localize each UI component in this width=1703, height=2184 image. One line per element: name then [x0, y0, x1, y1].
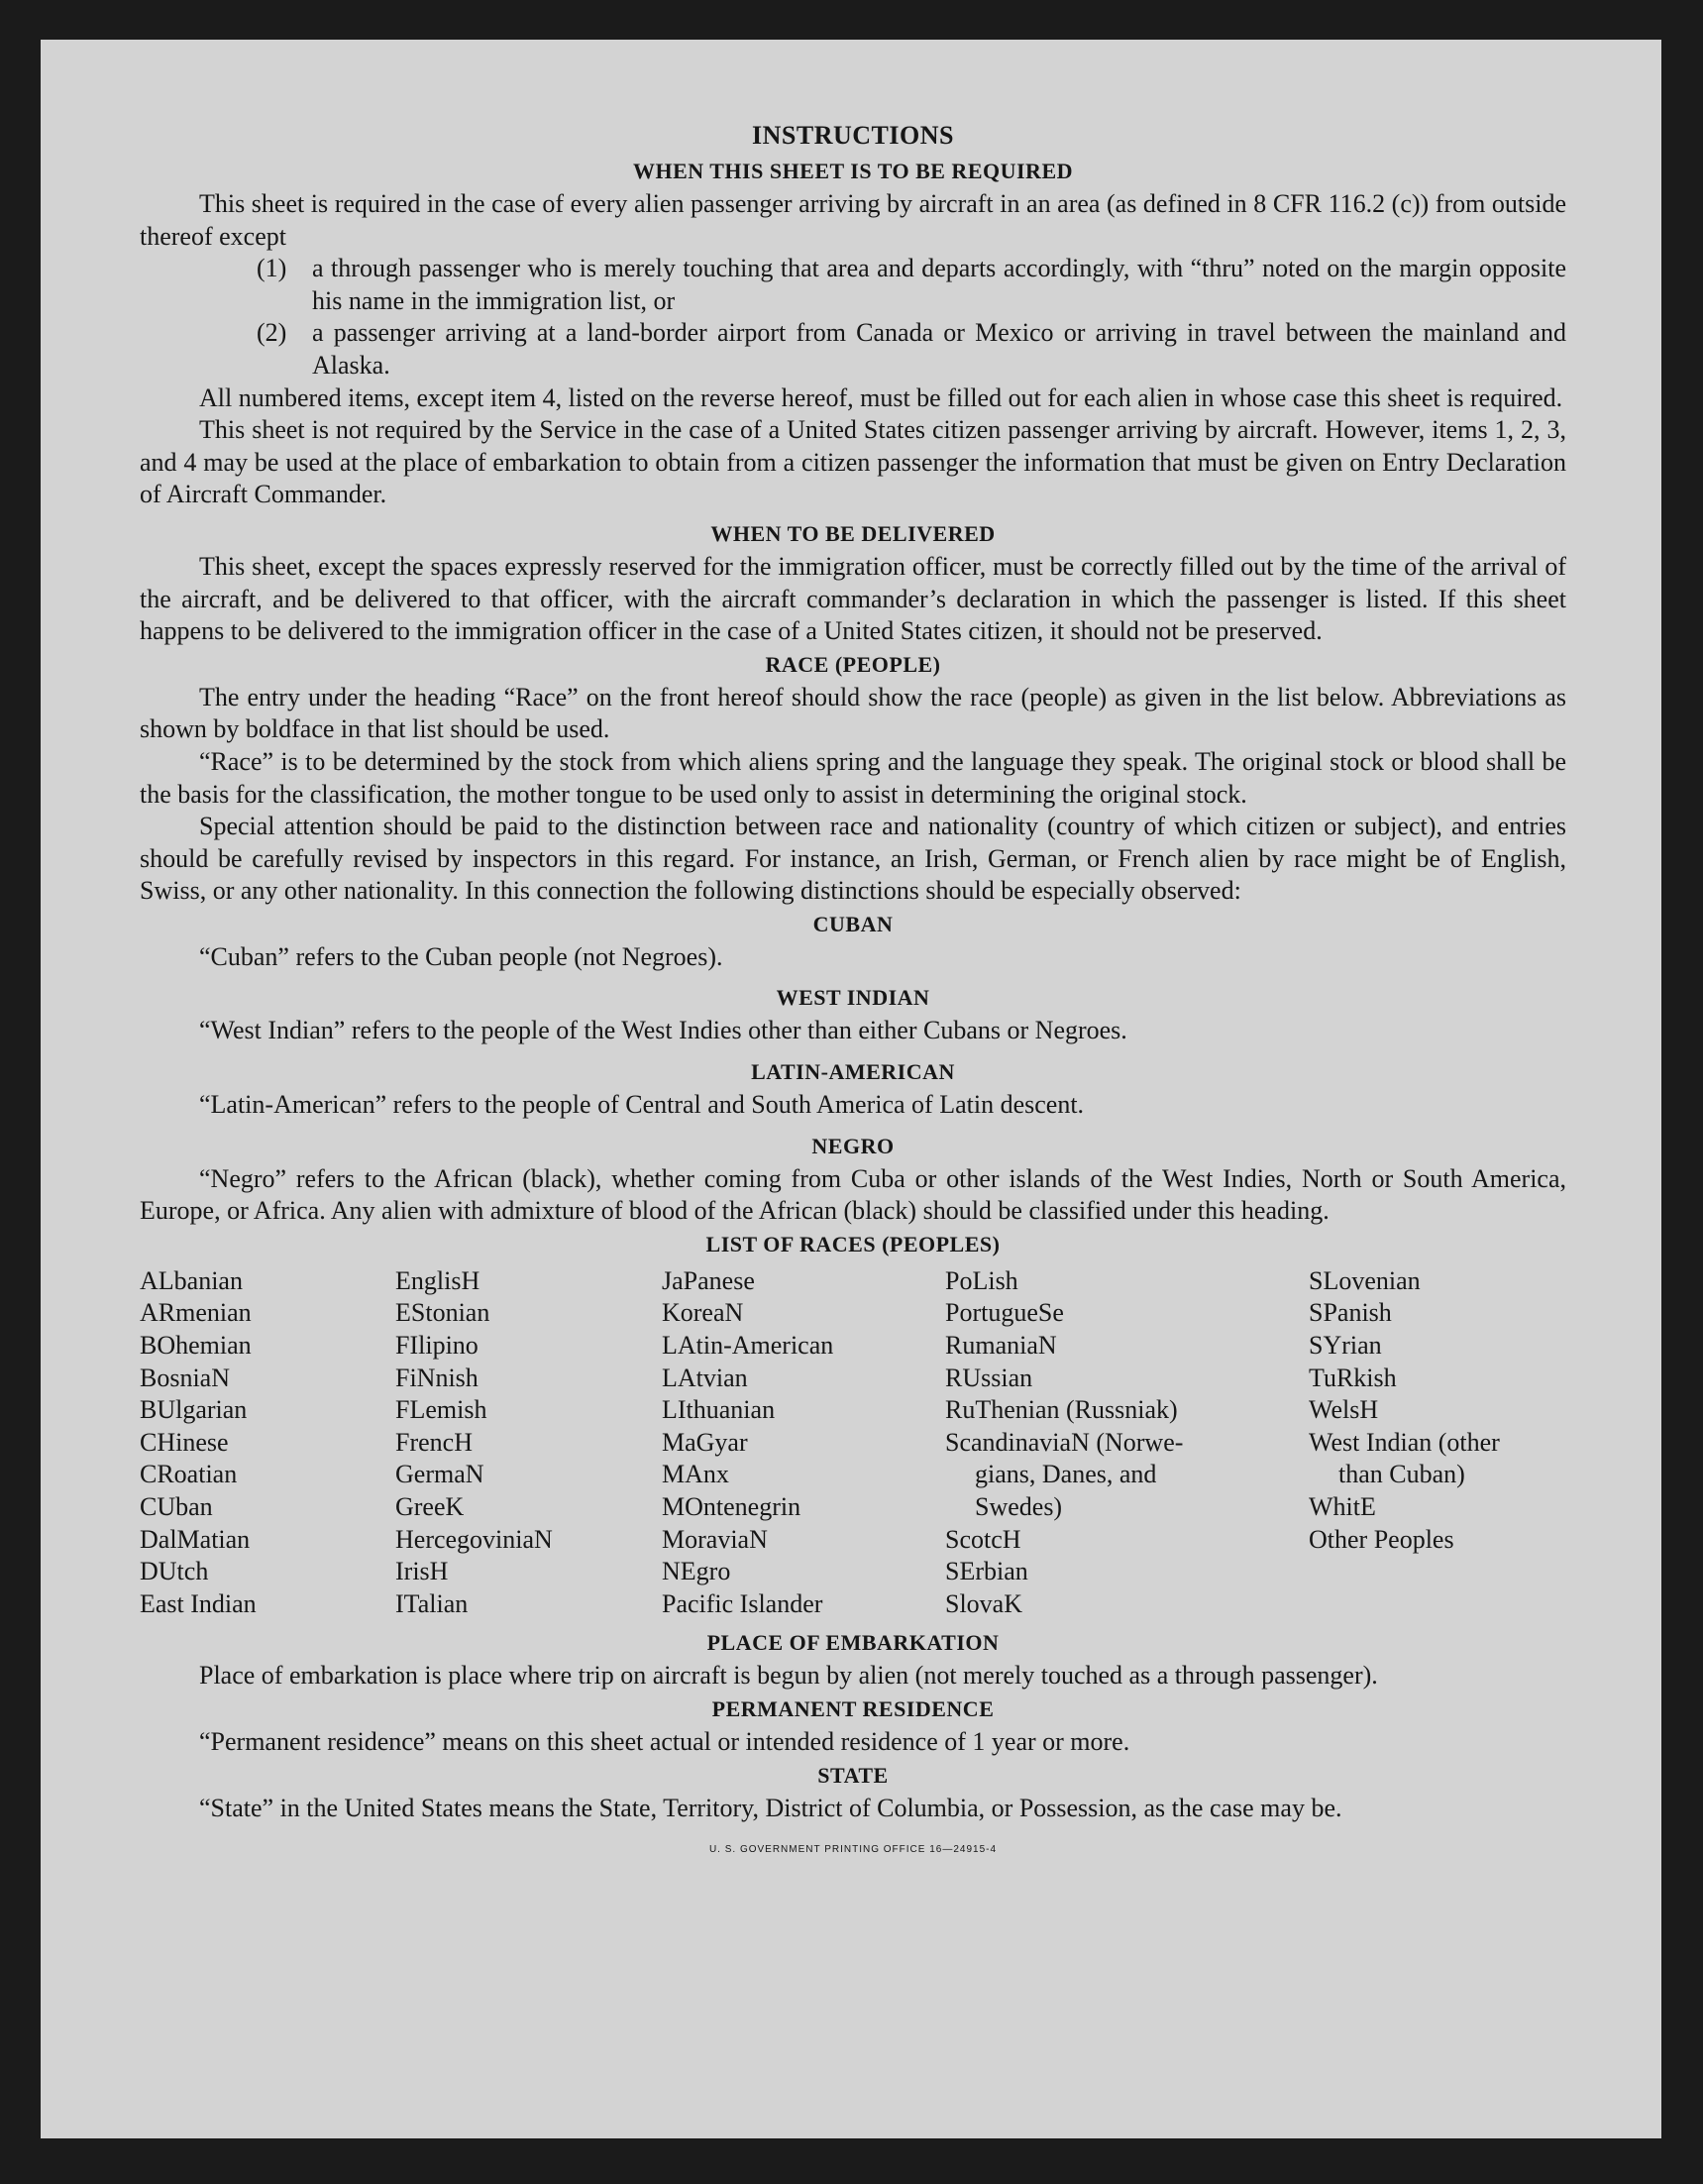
heading-list-of-races: LIST OF RACES (PEOPLES): [705, 1231, 1001, 1256]
race-entry: than Cuban): [1338, 1460, 1465, 1489]
exception-item-number: (1): [257, 254, 287, 283]
race-entry: LIthuanian: [662, 1395, 776, 1425]
race-entry: RuThenian (Russniak): [945, 1395, 1178, 1425]
race-entry: SLovenian: [1309, 1265, 1421, 1295]
heading-when-delivered: WHEN TO BE DELIVERED: [710, 520, 996, 546]
race-entry: KoreaN: [662, 1298, 744, 1328]
exception-item-text: a passenger arriving at a land-border airport from Canada or Mexico or arriving in travel between the mainland and Alaska.: [312, 318, 1566, 380]
race-entry: ALbanian: [140, 1265, 243, 1295]
race-entry: EStonian: [395, 1298, 490, 1328]
race-entry: MaGyar: [662, 1427, 748, 1457]
race-entry: RUssian: [945, 1363, 1033, 1392]
heading-latin-american: LATIN-AMERICAN: [751, 1059, 955, 1085]
numbered-items-paragraph: All numbered items, except item 4, listed on the reverse hereof, must be filled out for each alien in whose case this sheet is required.: [199, 382, 1563, 412]
when-required-intro: This sheet is required in the case of every alien passenger arriving by aircraft in an area (as defined in 8 CFR 116.2 (c)) from outside thereof except: [140, 189, 1566, 251]
race-entry: FLemish: [395, 1395, 487, 1425]
race-entry: PortugueSe: [945, 1298, 1064, 1328]
races-column-3: [662, 1265, 945, 1621]
race-entry: BosniaN: [140, 1363, 230, 1392]
race-entry: Pacific Islander: [662, 1588, 823, 1618]
race-entry: FrencH: [395, 1427, 473, 1457]
race-paragraph-3: Special attention should be paid to the distinction between race and nationality (country of which citizen or subject), and entries should be carefully revised by inspectors in this regard. For instance, an Irish, German, or French alien by race might be of English, Swiss, or any other nationality. In this connection the following distinctions should be especially observed:: [140, 812, 1566, 906]
race-entry: HercegoviniaN: [395, 1524, 553, 1554]
latin-american-text: “Latin-American” refers to the people of Central and South America of Latin descent.: [199, 1090, 1085, 1120]
race-entry: LAtvian: [662, 1363, 748, 1392]
race-entry: LAtin-American: [662, 1331, 834, 1361]
printer-imprint: U. S. GOVERNMENT PRINTING OFFICE 16—24915-4: [708, 1844, 998, 1856]
race-entry: FIlipino: [395, 1331, 479, 1361]
state-text: “State” in the United States means the State, Territory, District of Columbia, or Possession, as the case may be.: [199, 1793, 1342, 1822]
race-entry: MOntenegrin: [662, 1492, 801, 1521]
races-column-2: [395, 1265, 662, 1621]
races-column-4: [945, 1265, 1309, 1621]
race-entry: JaPanese: [662, 1265, 755, 1295]
race-entry: gians, Danes, and: [975, 1460, 1157, 1489]
when-delivered-text: This sheet, except the spaces expressly reserved for the immigration officer, must be correctly filled out by the time of the arrival of the aircraft, and be delivered to that officer, with the aircraft commander’s declaration in which the passenger is listed. If this sheet happens to be delivered to the immigration officer in the case of a United States citizen, it should not be preserved.: [140, 551, 1566, 646]
race-entry: GreeK: [395, 1492, 465, 1521]
instructions-content: [140, 117, 1566, 1867]
race-entry: ARmenian: [140, 1298, 252, 1328]
document-sheet: [41, 40, 1661, 2138]
heading-place-of-embarkation: PLACE OF EMBARKATION: [706, 1630, 1000, 1656]
race-entry: GermaN: [395, 1460, 484, 1489]
west-indian-text: “West Indian” refers to the people of the West Indies other than either Cubans or Negroes.: [199, 1016, 1127, 1045]
race-entry: BUlgarian: [140, 1395, 248, 1425]
race-entry: SPanish: [1309, 1298, 1392, 1328]
race-entry: RumaniaN: [945, 1331, 1057, 1361]
race-paragraph-2: “Race” is to be determined by the stock from which aliens spring and the language they speak. The original stock or blood shall be the basis for the classification, the mother tongue to be used only to assist in determining the original stock.: [140, 746, 1566, 809]
race-entry: FiNnish: [395, 1363, 479, 1392]
page-title: INSTRUCTIONS: [752, 121, 954, 150]
exception-item-2: [257, 317, 1566, 382]
race-entry: Swedes): [975, 1492, 1063, 1521]
races-list: [140, 1265, 1566, 1621]
heading-when-required: WHEN THIS SHEET IS TO BE REQUIRED: [632, 159, 1074, 183]
race-entry: SYrian: [1309, 1331, 1382, 1361]
cuban-text: “Cuban” refers to the Cuban people (not Negroes).: [199, 941, 723, 971]
race-entry: Other Peoples: [1309, 1524, 1454, 1554]
heading-negro: NEGRO: [811, 1133, 895, 1158]
race-entry: TuRkish: [1309, 1363, 1397, 1392]
race-entry: MoraviaN: [662, 1524, 768, 1554]
heading-cuban: CUBAN: [812, 911, 894, 936]
race-entry: East Indian: [140, 1588, 257, 1618]
exception-item-text: a through passenger who is merely touching that area and departs accordingly, with “thru” noted on the margin opposite his name in the immigration list, or: [312, 254, 1566, 315]
race-entry: DUtch: [140, 1557, 209, 1586]
race-entry: NEgro: [662, 1557, 731, 1586]
race-entry: WhitE: [1309, 1492, 1376, 1521]
race-entry: WelsH: [1309, 1395, 1379, 1425]
heading-race: RACE (PEOPLE): [765, 651, 941, 677]
exception-item-number: (2): [257, 318, 287, 348]
race-entry: CUban: [140, 1492, 213, 1521]
race-entry: SlovaK: [945, 1588, 1022, 1618]
race-paragraph-1: The entry under the heading “Race” on the front hereof should show the race (people) as given in the list below. Abbreviations as shown by boldface in that list should be used.: [140, 682, 1566, 744]
citizen-paragraph: This sheet is not required by the Service in the case of a United States citizen passenger arriving by aircraft. However, items 1, 2, 3, and 4 may be used at the place of embarkation to obtain from a citizen passenger the information that must be given on Entry Declaration of Aircraft Commander.: [140, 415, 1566, 509]
race-entry: CHinese: [140, 1427, 229, 1457]
race-entry: ITalian: [395, 1588, 469, 1618]
permanent-residence-text: “Permanent residence” means on this sheet actual or intended residence of 1 year or more.: [199, 1726, 1130, 1756]
races-column-1: [140, 1265, 395, 1621]
negro-text: “Negro” refers to the African (black), whether coming from Cuba or other islands of the West Indies, North or South America, Europe, or Africa. Any alien with admixture of blood of the African (black) should be classified under this heading.: [140, 1163, 1566, 1226]
races-column-5: [1309, 1265, 1566, 1621]
race-entry: ScandinaviaN (Norwe-: [945, 1427, 1184, 1457]
race-entry: EnglisH: [395, 1265, 480, 1295]
race-entry: MAnx: [662, 1460, 729, 1489]
race-entry: SErbian: [945, 1557, 1028, 1586]
heading-state: STATE: [817, 1762, 889, 1788]
race-entry: ScotcH: [945, 1524, 1021, 1554]
race-entry: CRoatian: [140, 1460, 238, 1489]
heading-west-indian: WEST INDIAN: [776, 985, 930, 1011]
race-entry: West Indian (other: [1309, 1427, 1500, 1457]
place-of-embarkation-text: Place of embarkation is place where trip on aircraft is begun by alien (not merely touched as a through passenger).: [199, 1661, 1378, 1691]
exception-item-1: [257, 253, 1566, 317]
heading-permanent-residence: PERMANENT RESIDENCE: [711, 1695, 995, 1721]
race-entry: DalMatian: [140, 1524, 251, 1554]
race-entry: BOhemian: [140, 1331, 252, 1361]
race-entry: PoLish: [945, 1265, 1018, 1295]
race-entry: IrisH: [395, 1557, 449, 1586]
